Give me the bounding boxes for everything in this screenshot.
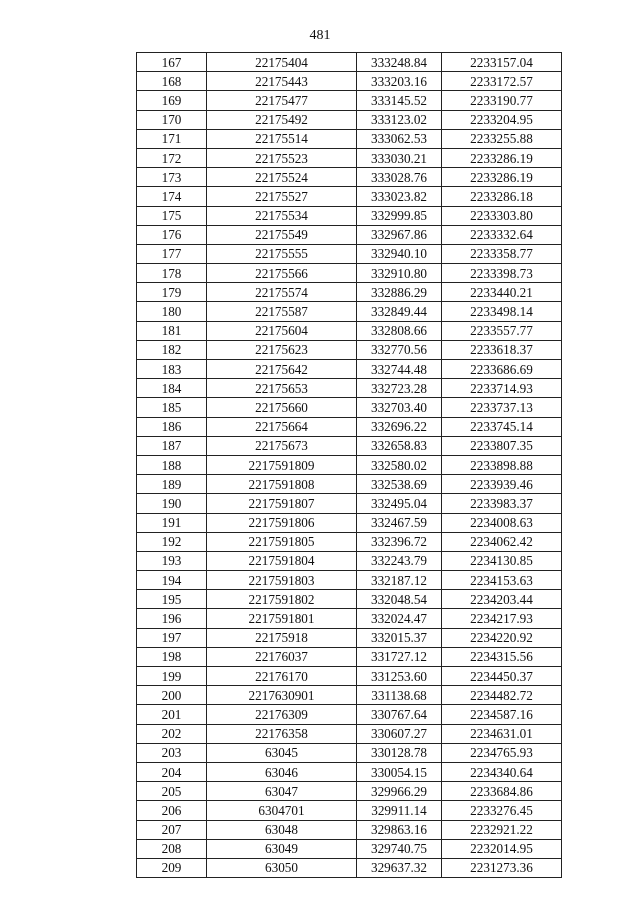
point-code-cell: 22176170: [207, 667, 357, 686]
y-coordinate-cell: 2233618.37: [442, 340, 562, 359]
y-coordinate-cell: 2234203.44: [442, 590, 562, 609]
row-number-cell: 199: [137, 667, 207, 686]
point-code-cell: 63047: [207, 782, 357, 801]
row-number-cell: 192: [137, 532, 207, 551]
table-row: [137, 532, 562, 551]
table-row: [137, 455, 562, 474]
row-number-cell: 175: [137, 206, 207, 225]
point-code-cell: 22175604: [207, 321, 357, 340]
point-code-cell: 22176358: [207, 724, 357, 743]
x-coordinate-cell: 329911.14: [357, 801, 442, 820]
row-number-cell: 176: [137, 225, 207, 244]
point-code-cell: 63046: [207, 762, 357, 781]
row-number-cell: 200: [137, 686, 207, 705]
x-coordinate-cell: 330054.15: [357, 762, 442, 781]
point-code-cell: 2217591801: [207, 609, 357, 628]
y-coordinate-cell: 2233286.19: [442, 168, 562, 187]
y-coordinate-cell: 2234482.72: [442, 686, 562, 705]
y-coordinate-cell: 2233358.77: [442, 244, 562, 263]
point-code-cell: 2217591805: [207, 532, 357, 551]
row-number-cell: 173: [137, 168, 207, 187]
row-number-cell: 169: [137, 91, 207, 110]
y-coordinate-cell: 2234340.64: [442, 762, 562, 781]
row-number-cell: 193: [137, 551, 207, 570]
row-number-cell: 187: [137, 436, 207, 455]
row-number-cell: 171: [137, 129, 207, 148]
row-number-cell: 188: [137, 455, 207, 474]
y-coordinate-cell: 2234315.56: [442, 647, 562, 666]
point-code-cell: 2217591804: [207, 551, 357, 570]
row-number-cell: 204: [137, 762, 207, 781]
y-coordinate-cell: 2233939.46: [442, 475, 562, 494]
point-code-cell: 22175653: [207, 379, 357, 398]
y-coordinate-cell: 2232921.22: [442, 820, 562, 839]
row-number-cell: 185: [137, 398, 207, 417]
row-number-cell: 194: [137, 571, 207, 590]
row-number-cell: 190: [137, 494, 207, 513]
x-coordinate-cell: 332015.37: [357, 628, 442, 647]
x-coordinate-cell: 333062.53: [357, 129, 442, 148]
x-coordinate-cell: 333030.21: [357, 148, 442, 167]
row-number-cell: 197: [137, 628, 207, 647]
table-row: [137, 590, 562, 609]
row-number-cell: 180: [137, 302, 207, 321]
x-coordinate-cell: 333248.84: [357, 53, 442, 72]
y-coordinate-cell: 2233983.37: [442, 494, 562, 513]
point-code-cell: 22176037: [207, 647, 357, 666]
y-coordinate-cell: 2233684.86: [442, 782, 562, 801]
table-row: [137, 475, 562, 494]
y-coordinate-cell: 2233898.88: [442, 455, 562, 474]
y-coordinate-cell: 2234450.37: [442, 667, 562, 686]
point-code-cell: 22175527: [207, 187, 357, 206]
row-number-cell: 206: [137, 801, 207, 820]
y-coordinate-cell: 2233737.13: [442, 398, 562, 417]
point-code-cell: 22175555: [207, 244, 357, 263]
x-coordinate-cell: 332243.79: [357, 551, 442, 570]
y-coordinate-cell: 2233332.64: [442, 225, 562, 244]
point-code-cell: 22175566: [207, 264, 357, 283]
x-coordinate-cell: 332744.48: [357, 360, 442, 379]
table-row: [137, 244, 562, 263]
y-coordinate-cell: 2233807.35: [442, 436, 562, 455]
point-code-cell: 22175523: [207, 148, 357, 167]
table-row: [137, 129, 562, 148]
row-number-cell: 170: [137, 110, 207, 129]
x-coordinate-cell: 332024.47: [357, 609, 442, 628]
table-row: [137, 743, 562, 762]
table-row: [137, 839, 562, 858]
x-coordinate-cell: 329740.75: [357, 839, 442, 858]
table-row: [137, 858, 562, 877]
y-coordinate-cell: 2233398.73: [442, 264, 562, 283]
y-coordinate-cell: 2234765.93: [442, 743, 562, 762]
y-coordinate-cell: 2233686.69: [442, 360, 562, 379]
x-coordinate-cell: 329637.32: [357, 858, 442, 877]
point-code-cell: 22175404: [207, 53, 357, 72]
table-row: [137, 206, 562, 225]
point-code-cell: 22175574: [207, 283, 357, 302]
point-code-cell: 2217591806: [207, 513, 357, 532]
coordinates-table: [136, 52, 562, 878]
table-row: [137, 667, 562, 686]
y-coordinate-cell: 2233303.80: [442, 206, 562, 225]
row-number-cell: 178: [137, 264, 207, 283]
row-number-cell: 207: [137, 820, 207, 839]
table-body: [137, 53, 562, 878]
point-code-cell: 22175492: [207, 110, 357, 129]
x-coordinate-cell: 333023.82: [357, 187, 442, 206]
table-row: [137, 360, 562, 379]
row-number-cell: 201: [137, 705, 207, 724]
table-row: [137, 283, 562, 302]
x-coordinate-cell: 331727.12: [357, 647, 442, 666]
y-coordinate-cell: 2234631.01: [442, 724, 562, 743]
row-number-cell: 172: [137, 148, 207, 167]
point-code-cell: 2217591802: [207, 590, 357, 609]
row-number-cell: 198: [137, 647, 207, 666]
point-code-cell: 22175443: [207, 72, 357, 91]
point-code-cell: 22175642: [207, 360, 357, 379]
row-number-cell: 196: [137, 609, 207, 628]
x-coordinate-cell: 333145.52: [357, 91, 442, 110]
table-row: [137, 436, 562, 455]
table-row: [137, 72, 562, 91]
point-code-cell: 2217591809: [207, 455, 357, 474]
y-coordinate-cell: 2233172.57: [442, 72, 562, 91]
point-code-cell: 2217591803: [207, 571, 357, 590]
row-number-cell: 182: [137, 340, 207, 359]
table-row: [137, 302, 562, 321]
y-coordinate-cell: 2233276.45: [442, 801, 562, 820]
table-row: [137, 264, 562, 283]
x-coordinate-cell: 332967.86: [357, 225, 442, 244]
table-row: [137, 379, 562, 398]
x-coordinate-cell: 333123.02: [357, 110, 442, 129]
point-code-cell: 6304701: [207, 801, 357, 820]
row-number-cell: 195: [137, 590, 207, 609]
y-coordinate-cell: 2232014.95: [442, 839, 562, 858]
y-coordinate-cell: 2233204.95: [442, 110, 562, 129]
table-row: [137, 801, 562, 820]
y-coordinate-cell: 2234587.16: [442, 705, 562, 724]
table-row: [137, 762, 562, 781]
point-code-cell: 22176309: [207, 705, 357, 724]
row-number-cell: 186: [137, 417, 207, 436]
x-coordinate-cell: 332580.02: [357, 455, 442, 474]
x-coordinate-cell: 332886.29: [357, 283, 442, 302]
x-coordinate-cell: 332999.85: [357, 206, 442, 225]
x-coordinate-cell: 333203.16: [357, 72, 442, 91]
table-row: [137, 571, 562, 590]
y-coordinate-cell: 2233714.93: [442, 379, 562, 398]
row-number-cell: 181: [137, 321, 207, 340]
point-code-cell: 22175587: [207, 302, 357, 321]
table-row: [137, 168, 562, 187]
y-coordinate-cell: 2233157.04: [442, 53, 562, 72]
row-number-cell: 208: [137, 839, 207, 858]
y-coordinate-cell: 2233745.14: [442, 417, 562, 436]
y-coordinate-cell: 2234062.42: [442, 532, 562, 551]
point-code-cell: 2217591808: [207, 475, 357, 494]
x-coordinate-cell: 332940.10: [357, 244, 442, 263]
table-row: [137, 551, 562, 570]
point-code-cell: 22175664: [207, 417, 357, 436]
x-coordinate-cell: 331138.68: [357, 686, 442, 705]
point-code-cell: 22175673: [207, 436, 357, 455]
x-coordinate-cell: 332048.54: [357, 590, 442, 609]
y-coordinate-cell: 2234130.85: [442, 551, 562, 570]
table-row: [137, 398, 562, 417]
y-coordinate-cell: 2233190.77: [442, 91, 562, 110]
y-coordinate-cell: 2233557.77: [442, 321, 562, 340]
row-number-cell: 202: [137, 724, 207, 743]
x-coordinate-cell: 330607.27: [357, 724, 442, 743]
row-number-cell: 168: [137, 72, 207, 91]
table-row: [137, 417, 562, 436]
x-coordinate-cell: 331253.60: [357, 667, 442, 686]
table-row: [137, 647, 562, 666]
x-coordinate-cell: 330767.64: [357, 705, 442, 724]
row-number-cell: 179: [137, 283, 207, 302]
point-code-cell: 63050: [207, 858, 357, 877]
row-number-cell: 167: [137, 53, 207, 72]
x-coordinate-cell: 329966.29: [357, 782, 442, 801]
table-row: [137, 609, 562, 628]
point-code-cell: 63048: [207, 820, 357, 839]
table-row: [137, 686, 562, 705]
row-number-cell: 184: [137, 379, 207, 398]
table-row: [137, 110, 562, 129]
table-row: [137, 53, 562, 72]
point-code-cell: 22175660: [207, 398, 357, 417]
x-coordinate-cell: 332696.22: [357, 417, 442, 436]
table-row: [137, 187, 562, 206]
row-number-cell: 177: [137, 244, 207, 263]
y-coordinate-cell: 2234153.63: [442, 571, 562, 590]
point-code-cell: 2217591807: [207, 494, 357, 513]
y-coordinate-cell: 2233286.19: [442, 148, 562, 167]
table-row: [137, 91, 562, 110]
y-coordinate-cell: 2233255.88: [442, 129, 562, 148]
x-coordinate-cell: 332467.59: [357, 513, 442, 532]
point-code-cell: 22175549: [207, 225, 357, 244]
x-coordinate-cell: 333028.76: [357, 168, 442, 187]
x-coordinate-cell: 332849.44: [357, 302, 442, 321]
page-number: 481: [309, 28, 331, 43]
table-row: [137, 705, 562, 724]
x-coordinate-cell: 330128.78: [357, 743, 442, 762]
table-row: [137, 321, 562, 340]
x-coordinate-cell: 332187.12: [357, 571, 442, 590]
point-code-cell: 63049: [207, 839, 357, 858]
x-coordinate-cell: 332396.72: [357, 532, 442, 551]
y-coordinate-cell: 2231273.36: [442, 858, 562, 877]
point-code-cell: 22175514: [207, 129, 357, 148]
x-coordinate-cell: 332723.28: [357, 379, 442, 398]
row-number-cell: 209: [137, 858, 207, 877]
row-number-cell: 191: [137, 513, 207, 532]
x-coordinate-cell: 332703.40: [357, 398, 442, 417]
point-code-cell: 22175477: [207, 91, 357, 110]
y-coordinate-cell: 2234008.63: [442, 513, 562, 532]
table-row: [137, 494, 562, 513]
table-row: [137, 340, 562, 359]
row-number-cell: 174: [137, 187, 207, 206]
row-number-cell: 189: [137, 475, 207, 494]
x-coordinate-cell: 332770.56: [357, 340, 442, 359]
point-code-cell: 22175623: [207, 340, 357, 359]
x-coordinate-cell: 329863.16: [357, 820, 442, 839]
point-code-cell: 63045: [207, 743, 357, 762]
x-coordinate-cell: 332910.80: [357, 264, 442, 283]
table-row: [137, 628, 562, 647]
point-code-cell: 22175918: [207, 628, 357, 647]
table-row: [137, 724, 562, 743]
x-coordinate-cell: 332808.66: [357, 321, 442, 340]
x-coordinate-cell: 332658.83: [357, 436, 442, 455]
y-coordinate-cell: 2234220.92: [442, 628, 562, 647]
table-row: [137, 513, 562, 532]
point-code-cell: 22175524: [207, 168, 357, 187]
table-row: [137, 148, 562, 167]
x-coordinate-cell: 332538.69: [357, 475, 442, 494]
row-number-cell: 205: [137, 782, 207, 801]
table-row: [137, 820, 562, 839]
table-row: [137, 782, 562, 801]
row-number-cell: 203: [137, 743, 207, 762]
y-coordinate-cell: 2233286.18: [442, 187, 562, 206]
y-coordinate-cell: 2233498.14: [442, 302, 562, 321]
point-code-cell: 2217630901: [207, 686, 357, 705]
table-row: [137, 225, 562, 244]
point-code-cell: 22175534: [207, 206, 357, 225]
y-coordinate-cell: 2234217.93: [442, 609, 562, 628]
y-coordinate-cell: 2233440.21: [442, 283, 562, 302]
x-coordinate-cell: 332495.04: [357, 494, 442, 513]
row-number-cell: 183: [137, 360, 207, 379]
